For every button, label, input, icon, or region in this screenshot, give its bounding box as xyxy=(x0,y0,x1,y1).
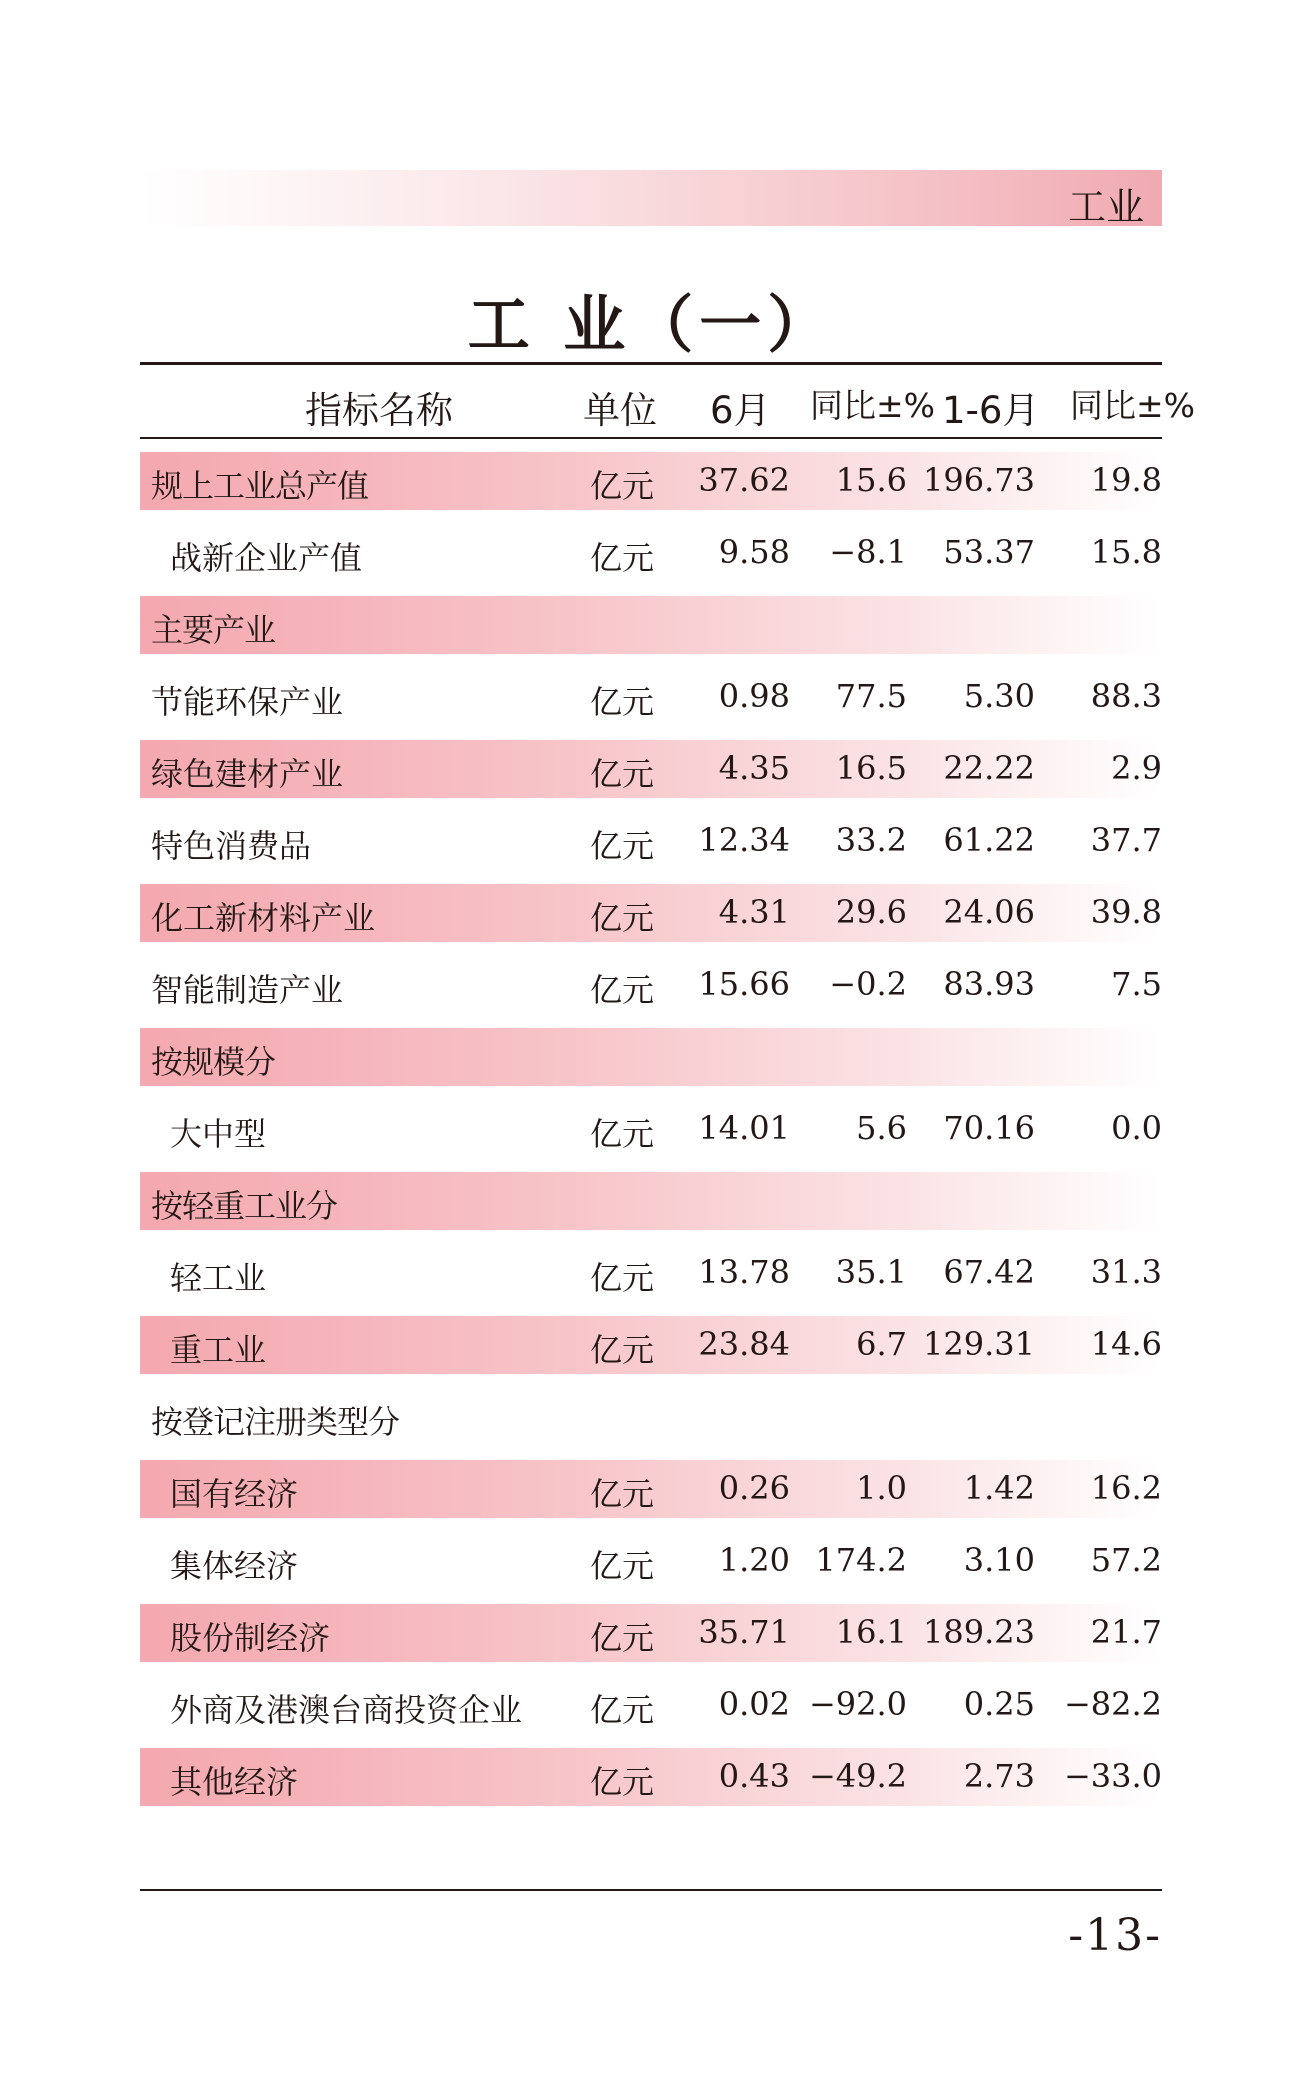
row-month-value: 37.62 xyxy=(698,461,790,499)
table-section-row xyxy=(140,1028,1162,1086)
row-cumulative-yoy: 39.8 xyxy=(1090,893,1162,931)
row-month-yoy: −8.1 xyxy=(829,533,907,571)
row-cumulative-yoy: 37.7 xyxy=(1090,821,1162,859)
row-cumulative-value: 22.22 xyxy=(943,749,1035,787)
row-name: 战新企业产值 xyxy=(170,539,363,577)
row-cumulative-value: 0.25 xyxy=(963,1685,1035,1723)
table-section-row xyxy=(140,1172,1162,1230)
row-cumulative-yoy: 0.0 xyxy=(1111,1109,1162,1147)
page-title: 工 业（一） xyxy=(467,288,836,361)
table-row xyxy=(140,1676,1162,1748)
row-cumulative-yoy: 7.5 xyxy=(1111,965,1162,1003)
table-row xyxy=(140,524,1162,596)
row-month-yoy: −92.0 xyxy=(808,1685,907,1723)
row-cumulative-yoy: 2.9 xyxy=(1111,749,1162,787)
row-month-value: 0.26 xyxy=(718,1469,790,1507)
row-month-yoy: 16.1 xyxy=(835,1613,907,1651)
table-row xyxy=(140,1604,1162,1662)
row-cumulative-yoy: −33.0 xyxy=(1063,1757,1162,1795)
row-month-yoy: −0.2 xyxy=(829,965,907,1003)
row-name: 绿色建材产业 xyxy=(151,755,344,793)
row-cumulative-value: 70.16 xyxy=(943,1109,1035,1147)
row-month-yoy: −49.2 xyxy=(808,1757,907,1795)
row-unit: 亿元 xyxy=(590,1763,655,1801)
row-month-value: 0.98 xyxy=(718,677,790,715)
table-row xyxy=(140,1532,1162,1604)
row-name: 规上工业总产值 xyxy=(151,467,369,505)
table-row xyxy=(140,812,1162,884)
section-name: 按登记注册类型分 xyxy=(151,1403,400,1441)
page-number: -13- xyxy=(1068,1910,1162,1961)
row-month-value: 0.43 xyxy=(718,1757,790,1795)
row-cumulative-value: 67.42 xyxy=(943,1253,1035,1291)
section-name: 按轻重工业分 xyxy=(151,1187,338,1225)
section-name: 主要产业 xyxy=(151,611,276,649)
row-month-yoy: 33.2 xyxy=(835,821,907,859)
row-unit: 亿元 xyxy=(590,755,655,793)
table-section-row xyxy=(140,596,1162,654)
section-label: 工业 xyxy=(1067,185,1144,229)
row-cumulative-value: 3.10 xyxy=(963,1541,1035,1579)
row-name: 节能环保产业 xyxy=(151,683,344,721)
row-cumulative-yoy: 19.8 xyxy=(1090,461,1162,499)
row-unit: 亿元 xyxy=(590,1691,655,1729)
table-row xyxy=(140,452,1162,510)
row-cumulative-yoy: 15.8 xyxy=(1090,533,1162,571)
header-month: 6月 xyxy=(710,389,771,432)
row-month-value: 12.34 xyxy=(698,821,790,859)
table-row xyxy=(140,956,1162,1028)
row-unit: 亿元 xyxy=(590,1115,655,1153)
row-name: 国有经济 xyxy=(170,1475,299,1513)
row-unit: 亿元 xyxy=(590,899,655,937)
row-name: 大中型 xyxy=(170,1115,267,1153)
row-name: 外商及港澳台商投资企业 xyxy=(170,1691,523,1729)
row-month-value: 23.84 xyxy=(698,1325,790,1363)
row-name: 轻工业 xyxy=(170,1259,267,1297)
row-name: 智能制造产业 xyxy=(151,971,344,1009)
table-row xyxy=(140,1316,1162,1374)
row-cumulative-value: 189.23 xyxy=(923,1613,1035,1651)
table-row xyxy=(140,740,1162,798)
row-unit: 亿元 xyxy=(590,1331,655,1369)
row-cumulative-value: 53.37 xyxy=(943,533,1035,571)
row-month-value: 0.02 xyxy=(718,1685,790,1723)
row-month-yoy: 5.6 xyxy=(856,1109,907,1147)
header-unit: 单位 xyxy=(583,389,657,432)
row-name: 其他经济 xyxy=(170,1763,299,1801)
table-body xyxy=(140,452,1162,1820)
row-month-value: 14.01 xyxy=(698,1109,790,1147)
row-name: 股份制经济 xyxy=(170,1619,331,1657)
row-unit: 亿元 xyxy=(590,683,655,721)
table-section-row xyxy=(140,1388,1162,1460)
row-cumulative-yoy: −82.2 xyxy=(1063,1685,1162,1723)
header-yoy-month: 同比±% xyxy=(810,386,936,425)
row-unit: 亿元 xyxy=(590,467,655,505)
table-row xyxy=(140,1244,1162,1316)
row-month-yoy: 6.7 xyxy=(856,1325,907,1363)
row-month-value: 4.31 xyxy=(718,893,790,931)
row-month-value: 1.20 xyxy=(718,1541,790,1579)
table-header-rule xyxy=(140,437,1162,439)
row-cumulative-value: 196.73 xyxy=(923,461,1035,499)
header-name: 指标名称 xyxy=(305,389,453,432)
row-unit: 亿元 xyxy=(590,1259,655,1297)
header-yoy-cumulative: 同比±% xyxy=(1070,386,1196,425)
row-name: 集体经济 xyxy=(170,1547,299,1585)
row-cumulative-yoy: 88.3 xyxy=(1090,677,1162,715)
row-name: 重工业 xyxy=(170,1331,267,1369)
table-bottom-rule xyxy=(140,1889,1162,1891)
row-cumulative-yoy: 21.7 xyxy=(1090,1613,1162,1651)
row-month-value: 15.66 xyxy=(698,965,790,1003)
row-cumulative-value: 24.06 xyxy=(943,893,1035,931)
row-cumulative-yoy: 14.6 xyxy=(1090,1325,1162,1363)
table-row xyxy=(140,1460,1162,1518)
row-cumulative-value: 83.93 xyxy=(943,965,1035,1003)
row-unit: 亿元 xyxy=(590,971,655,1009)
row-unit: 亿元 xyxy=(590,1475,655,1513)
row-month-yoy: 77.5 xyxy=(835,677,907,715)
section-header-band xyxy=(140,170,1162,229)
row-cumulative-value: 5.30 xyxy=(963,677,1035,715)
row-name: 化工新材料产业 xyxy=(151,899,376,937)
table-row xyxy=(140,1100,1162,1172)
row-cumulative-value: 2.73 xyxy=(963,1757,1035,1795)
row-cumulative-value: 1.42 xyxy=(963,1469,1035,1507)
row-name: 特色消费品 xyxy=(151,827,312,865)
row-cumulative-yoy: 57.2 xyxy=(1090,1541,1162,1579)
row-month-yoy: 29.6 xyxy=(835,893,907,931)
row-unit: 亿元 xyxy=(590,1619,655,1657)
row-unit: 亿元 xyxy=(590,1547,655,1585)
row-cumulative-yoy: 16.2 xyxy=(1090,1469,1162,1507)
row-month-value: 13.78 xyxy=(698,1253,790,1291)
row-month-yoy: 174.2 xyxy=(815,1541,907,1579)
row-unit: 亿元 xyxy=(590,827,655,865)
row-cumulative-value: 129.31 xyxy=(923,1325,1035,1363)
row-month-yoy: 15.6 xyxy=(835,461,907,499)
table-header xyxy=(140,365,1196,437)
row-month-value: 4.35 xyxy=(718,749,790,787)
row-month-value: 9.58 xyxy=(718,533,790,571)
table-row xyxy=(140,884,1162,942)
row-month-yoy: 16.5 xyxy=(835,749,907,787)
section-name: 按规模分 xyxy=(151,1043,276,1081)
row-month-yoy: 1.0 xyxy=(856,1469,907,1507)
row-month-value: 35.71 xyxy=(698,1613,790,1651)
table-row xyxy=(140,1748,1162,1806)
header-cumulative: 1-6月 xyxy=(942,389,1040,432)
row-cumulative-value: 61.22 xyxy=(943,821,1035,859)
row-month-yoy: 35.1 xyxy=(835,1253,907,1291)
row-cumulative-yoy: 31.3 xyxy=(1090,1253,1162,1291)
table-row xyxy=(140,668,1162,740)
row-unit: 亿元 xyxy=(590,539,655,577)
